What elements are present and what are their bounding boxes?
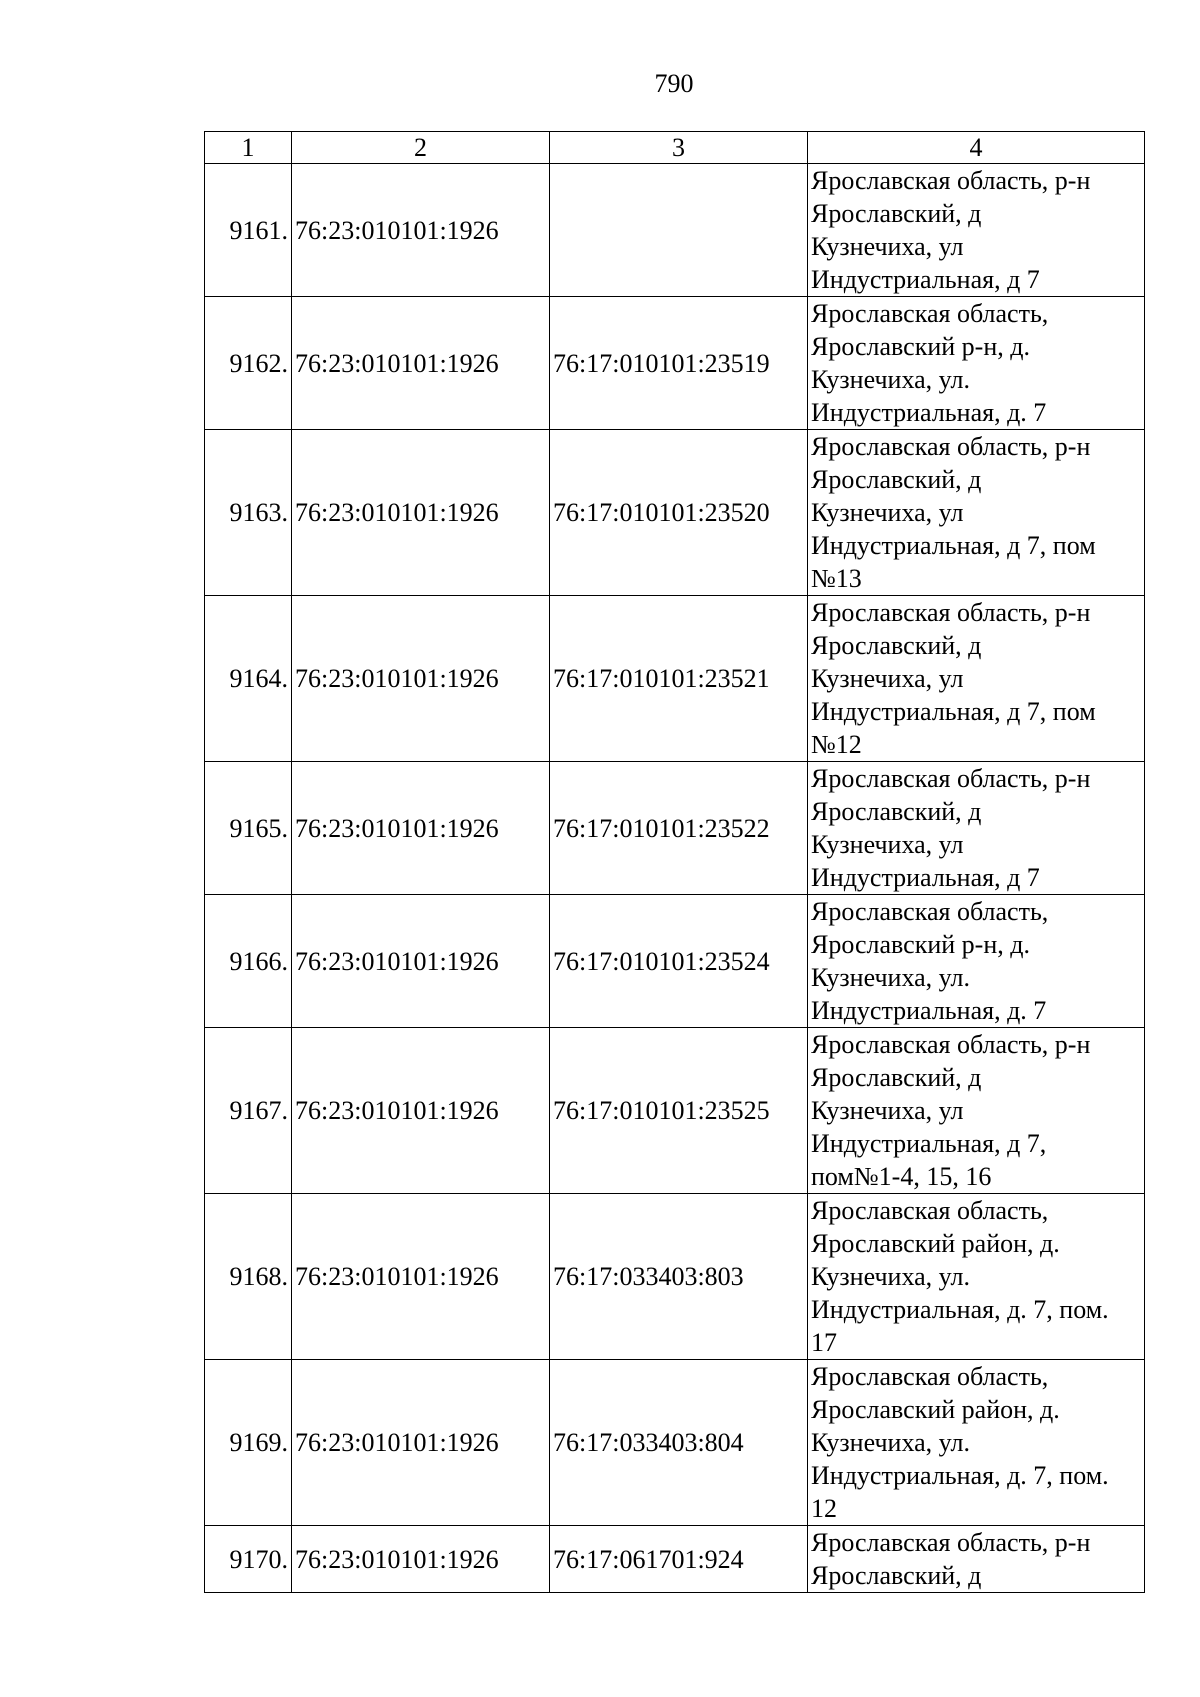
- address-line: Ярославская область, р-н: [811, 166, 1091, 195]
- row-number-cell: 9165.: [205, 762, 292, 895]
- row-number-cell: 9164.: [205, 596, 292, 762]
- row-number-cell: 9163.: [205, 430, 292, 596]
- address-line: Ярославский район, д.: [811, 1229, 1060, 1258]
- table-header-row: [205, 132, 1145, 164]
- table-row: [205, 596, 1145, 762]
- row-number-cell: 9166.: [205, 895, 292, 1028]
- object-cadastral-number-cell: 76:17:010101:23522: [550, 762, 808, 895]
- table-row: [205, 164, 1145, 297]
- address-line: Ярославская область,: [811, 299, 1049, 328]
- address-line: Кузнечиха, ул.: [811, 1428, 970, 1457]
- parcel-cadastral-number-cell: 76:23:010101:1926: [292, 1526, 550, 1593]
- address-line: Ярославская область, р-н: [811, 1528, 1091, 1557]
- table-row: [205, 1526, 1145, 1593]
- address-line: Индустриальная, д. 7, пом.: [811, 1461, 1109, 1490]
- object-cadastral-number-cell: 76:17:010101:23519: [550, 297, 808, 430]
- address-cell: [808, 596, 1145, 762]
- address-line: Ярославский, д: [811, 1063, 982, 1092]
- page-number: 790: [654, 69, 694, 98]
- address-line: Индустриальная, д. 7, пом.: [811, 1295, 1109, 1324]
- table-row: [205, 1360, 1145, 1526]
- object-cadastral-number-cell: 76:17:010101:23521: [550, 596, 808, 762]
- address-line: Ярославская область, р-н: [811, 598, 1091, 627]
- row-number-cell: 9162.: [205, 297, 292, 430]
- row-number-cell: 9169.: [205, 1360, 292, 1526]
- table-row: [205, 1194, 1145, 1360]
- address-cell: [808, 1194, 1145, 1360]
- address-line: Кузнечиха, ул: [811, 232, 964, 261]
- parcel-cadastral-number-cell: 76:23:010101:1926: [292, 1194, 550, 1360]
- address-line: Ярославский, д: [811, 1561, 982, 1590]
- parcel-cadastral-number-cell: 76:23:010101:1926: [292, 1360, 550, 1526]
- address-line: Индустриальная, д. 7: [811, 398, 1047, 427]
- address-line: Ярославский район, д.: [811, 1395, 1060, 1424]
- address-line: Ярославский р-н, д.: [811, 332, 1030, 361]
- registry-table: [204, 131, 1145, 1593]
- address-line: 12: [811, 1494, 837, 1523]
- parcel-cadastral-number-cell: 76:23:010101:1926: [292, 1028, 550, 1194]
- table-row: [205, 1028, 1145, 1194]
- address-cell: [808, 1028, 1145, 1194]
- parcel-cadastral-number-cell: 76:23:010101:1926: [292, 430, 550, 596]
- address-line: Индустриальная, д 7: [811, 265, 1040, 294]
- address-line: №12: [811, 730, 862, 759]
- address-line: Кузнечиха, ул: [811, 498, 964, 527]
- address-line: Ярославская область, р-н: [811, 764, 1091, 793]
- table-row: [205, 430, 1145, 596]
- address-line: Ярославский р-н, д.: [811, 930, 1030, 959]
- address-line: Ярославский, д: [811, 465, 982, 494]
- object-cadastral-number-cell: 76:17:010101:23525: [550, 1028, 808, 1194]
- row-number-cell: 9168.: [205, 1194, 292, 1360]
- address-cell: [808, 895, 1145, 1028]
- row-number-cell: 9167.: [205, 1028, 292, 1194]
- address-line: Ярославский, д: [811, 797, 982, 826]
- address-line: Ярославская область,: [811, 1362, 1049, 1391]
- object-cadastral-number-cell: 76:17:033403:804: [550, 1360, 808, 1526]
- address-line: Кузнечиха, ул.: [811, 1262, 970, 1291]
- table-row: [205, 762, 1145, 895]
- address-line: Кузнечиха, ул: [811, 1096, 964, 1125]
- parcel-cadastral-number-cell: 76:23:010101:1926: [292, 895, 550, 1028]
- parcel-cadastral-number-cell: 76:23:010101:1926: [292, 297, 550, 430]
- address-cell: [808, 430, 1145, 596]
- column-header: 1: [205, 132, 292, 164]
- address-line: Кузнечиха, ул: [811, 664, 964, 693]
- address-line: Кузнечиха, ул.: [811, 963, 970, 992]
- address-cell: [808, 164, 1145, 297]
- table-row: [205, 895, 1145, 1028]
- column-header: 3: [550, 132, 808, 164]
- object-cadastral-number-cell: [550, 164, 808, 297]
- address-line: Ярославский, д: [811, 631, 982, 660]
- table-row: [205, 297, 1145, 430]
- parcel-cadastral-number-cell: 76:23:010101:1926: [292, 164, 550, 297]
- address-line: Кузнечиха, ул.: [811, 365, 970, 394]
- row-number-cell: 9170.: [205, 1526, 292, 1593]
- column-header: 2: [292, 132, 550, 164]
- object-cadastral-number-cell: 76:17:033403:803: [550, 1194, 808, 1360]
- address-line: Индустриальная, д 7, пом: [811, 697, 1096, 726]
- parcel-cadastral-number-cell: 76:23:010101:1926: [292, 596, 550, 762]
- row-number-cell: 9161.: [205, 164, 292, 297]
- address-line: пом№1-4, 15, 16: [811, 1162, 992, 1191]
- object-cadastral-number-cell: 76:17:061701:924: [550, 1526, 808, 1593]
- address-cell: [808, 762, 1145, 895]
- address-line: Ярославский, д: [811, 199, 982, 228]
- object-cadastral-number-cell: 76:17:010101:23520: [550, 430, 808, 596]
- address-line: Индустриальная, д 7, пом: [811, 531, 1096, 560]
- address-line: Ярославская область,: [811, 897, 1049, 926]
- object-cadastral-number-cell: 76:17:010101:23524: [550, 895, 808, 1028]
- address-line: Индустриальная, д 7: [811, 863, 1040, 892]
- address-cell: [808, 297, 1145, 430]
- address-line: Индустриальная, д 7,: [811, 1129, 1047, 1158]
- column-header: 4: [808, 132, 1145, 164]
- address-line: Индустриальная, д. 7: [811, 996, 1047, 1025]
- address-line: Ярославская область, р-н: [811, 1030, 1091, 1059]
- address-line: №13: [811, 564, 862, 593]
- parcel-cadastral-number-cell: 76:23:010101:1926: [292, 762, 550, 895]
- address-line: Ярославская область,: [811, 1196, 1049, 1225]
- address-line: 17: [811, 1328, 837, 1357]
- address-line: Ярославская область, р-н: [811, 432, 1091, 461]
- address-cell: [808, 1360, 1145, 1526]
- address-cell: [808, 1526, 1145, 1593]
- address-line: Кузнечиха, ул: [811, 830, 964, 859]
